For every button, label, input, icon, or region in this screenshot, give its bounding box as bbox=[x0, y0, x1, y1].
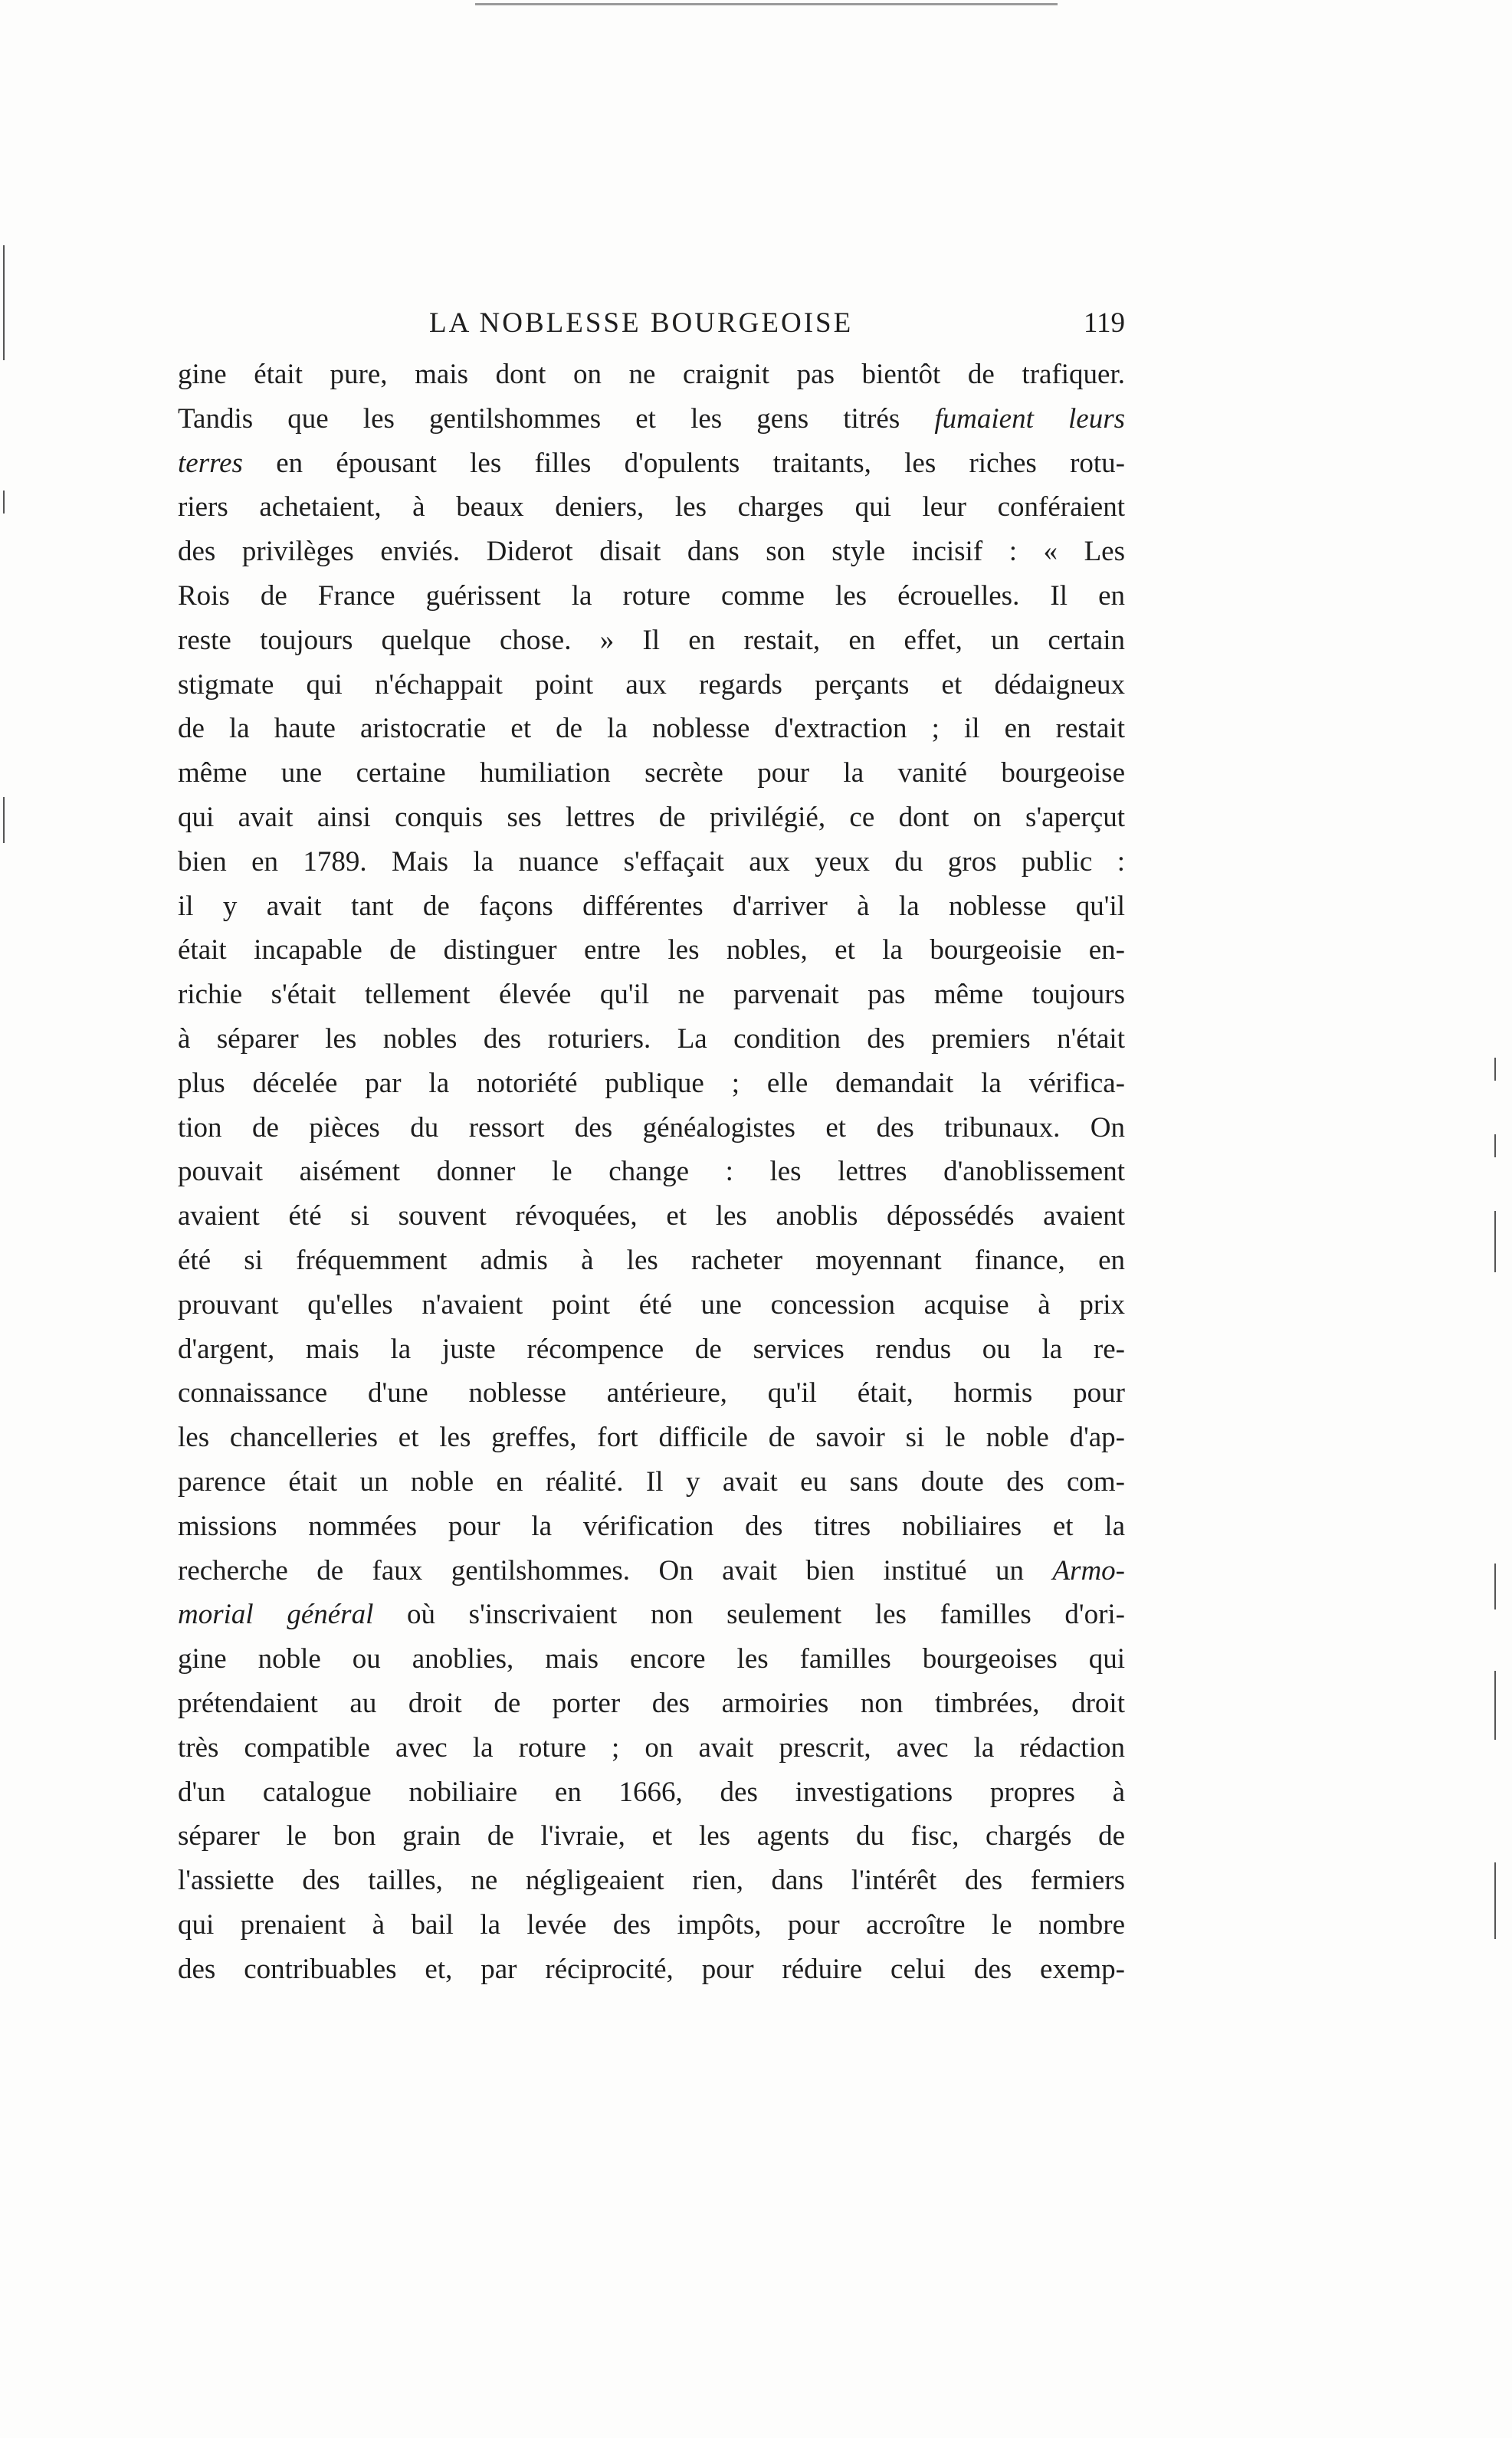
text-line: gine noble ou anoblies, mais encore les familles bourgeoises qui bbox=[178, 1643, 1125, 1675]
text-line: pouvait aisément donner le change : les lettres d'anoblissement bbox=[178, 1156, 1125, 1188]
text-line: même une certaine humiliation secrète pour la vanité bourgeoise bbox=[178, 757, 1125, 789]
text-line: riers achetaient, à beaux deniers, les charges qui leur conféraient bbox=[178, 491, 1125, 523]
text-line bbox=[178, 397, 1125, 441]
left-edge-mark bbox=[3, 245, 5, 360]
text-line bbox=[178, 1549, 1125, 1593]
right-edge-mark bbox=[1494, 1058, 1496, 1081]
text-line: qui avait ainsi conquis ses lettres de privilégié, ce dont on s'aperçut bbox=[178, 801, 1125, 833]
right-edge-mark bbox=[1494, 1862, 1496, 1939]
right-edge-mark bbox=[1494, 1211, 1496, 1272]
line-text: où s'inscrivaient non seulement les familles d'ori- bbox=[373, 1599, 1125, 1631]
text-line: connaissance d'une noblesse antérieure, qu'il était, hormis pour bbox=[178, 1377, 1125, 1409]
text-line: richie s'était tellement élevée qu'il ne parvenait pas même toujours bbox=[178, 979, 1125, 1011]
text-line: Rois de France guérissent la roture comme les écrouelles. Il en bbox=[178, 579, 1125, 612]
text-line: des privilèges enviés. Diderot disait dans son style incisif : « Les bbox=[178, 536, 1125, 568]
right-edge-mark bbox=[1494, 1671, 1496, 1740]
left-edge-mark bbox=[3, 491, 5, 514]
text-line: bien en 1789. Mais la nuance s'effaçait aux yeux du gros public : bbox=[178, 845, 1125, 878]
line-text: recherche de faux gentilshommes. On avait bien institué un bbox=[178, 1554, 1053, 1587]
italic-phrase: fumaient leurs bbox=[934, 402, 1125, 435]
text-line: séparer le bon grain de l'ivraie, et les agents du fisc, chargés de bbox=[178, 1820, 1125, 1852]
text-line: prétendaient au droit de porter des armoiries non timbrées, droit bbox=[178, 1687, 1125, 1719]
italic-phrase: terres bbox=[178, 447, 243, 479]
text-line: les chancelleries et les greffes, fort difficile de savoir si le noble d'ap- bbox=[178, 1422, 1125, 1454]
line-text: en épousant les filles d'opulents traitants, les riches rotu- bbox=[242, 447, 1125, 479]
running-head bbox=[175, 300, 1125, 346]
text-line: tion de pièces du ressort des généalogistes et des tribunaux. On bbox=[178, 1111, 1125, 1144]
body-text bbox=[178, 353, 1125, 1991]
page-number: 119 bbox=[1083, 307, 1125, 339]
text-line: gine était pure, mais dont on ne craignit pas bientôt de trafiquer. bbox=[178, 359, 1125, 390]
text-line: qui prenaient à bail la levée des impôts, pour accroître le nombre bbox=[178, 1908, 1125, 1941]
text-line: prouvant qu'elles n'avaient point été une concession acquise à prix bbox=[178, 1288, 1125, 1321]
text-line: à séparer les nobles des roturiers. La condition des premiers n'était bbox=[178, 1022, 1125, 1055]
italic-phrase: Armo- bbox=[1052, 1554, 1125, 1587]
text-line: d'argent, mais la juste récompence de services rendus ou la re- bbox=[178, 1333, 1125, 1365]
text-line: plus décelée par la notoriété publique ; elle demandait la vérifica- bbox=[178, 1067, 1125, 1099]
text-line: de la haute aristocratie et de la noblesse d'extraction ; il en restait bbox=[178, 713, 1125, 745]
text-line: stigmate qui n'échappait point aux regards perçants et dédaigneux bbox=[178, 668, 1125, 701]
text-line: d'un catalogue nobiliaire en 1666, des investigations propres à bbox=[178, 1776, 1125, 1808]
text-line: était incapable de distinguer entre les nobles, et la bourgeoisie en- bbox=[178, 934, 1125, 966]
right-edge-mark bbox=[1494, 1564, 1496, 1609]
top-scan-rule bbox=[475, 3, 1058, 5]
text-line: très compatible avec la roture ; on avait prescrit, avec la rédaction bbox=[178, 1731, 1125, 1764]
text-line: été si fréquemment admis à les racheter moyennant finance, en bbox=[178, 1244, 1125, 1276]
left-edge-mark bbox=[3, 797, 5, 843]
text-line: l'assiette des tailles, ne négligeaient rien, dans l'intérêt des fermiers bbox=[178, 1865, 1125, 1897]
text-line bbox=[178, 1593, 1125, 1637]
text-line: parence était un noble en réalité. Il y avait eu sans doute des com- bbox=[178, 1465, 1125, 1498]
text-line: des contribuables et, par réciprocité, pour réduire celui des exemp- bbox=[178, 1953, 1125, 1985]
text-line: missions nommées pour la vérification des titres nobiliaires et la bbox=[178, 1510, 1125, 1542]
text-line bbox=[178, 441, 1125, 486]
text-line: reste toujours quelque chose. » Il en restait, en effet, un certain bbox=[178, 624, 1125, 656]
running-title: LA NOBLESSE BOURGEOISE bbox=[429, 307, 854, 339]
text-line: avaient été si souvent révoquées, et les anoblis dépossédés avaient bbox=[178, 1200, 1125, 1232]
text-line: il y avait tant de façons différentes d'arriver à la noblesse qu'il bbox=[178, 890, 1125, 922]
italic-phrase: morial général bbox=[178, 1599, 374, 1631]
right-edge-mark bbox=[1494, 1134, 1496, 1157]
line-text: Tandis que les gentilshommes et les gens titrés bbox=[178, 402, 935, 435]
